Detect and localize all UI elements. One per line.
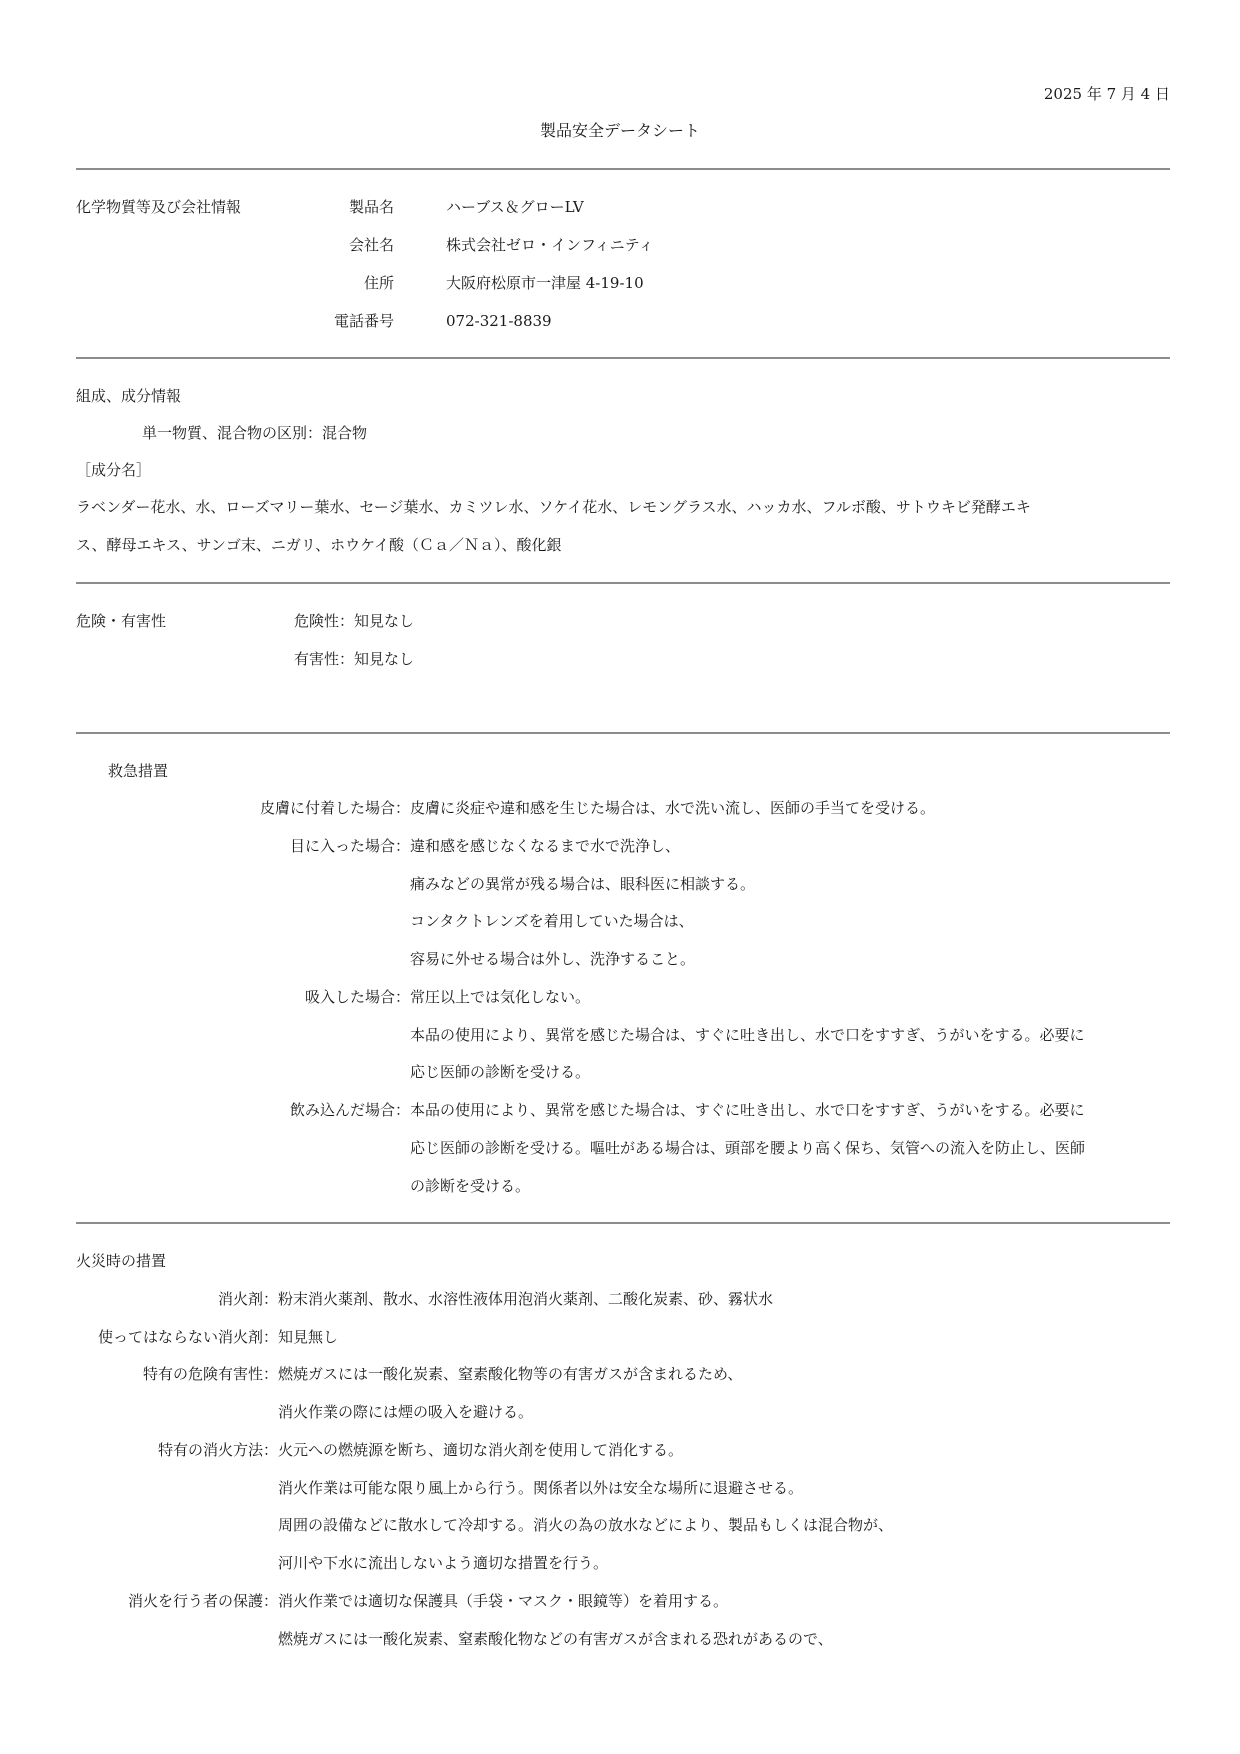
unsuitable-media-label: 使ってはならない消火剤： (97, 1328, 278, 1346)
inhalation-line: 本品の使用により、異常を感じた場合は、すぐに吐き出し、水で口をすすぎ、うがいをする。必要に (410, 1026, 1085, 1044)
eye-contact-label: 目に入った場合： (289, 837, 410, 855)
ingestion-line: の診断を受ける。 (410, 1177, 531, 1195)
inhalation-label: 吸入した場合： (304, 988, 410, 1006)
product-name-value: ハーブス＆グローLV (446, 198, 584, 216)
inhalation-line: 応じ医師の診断を受ける。 (410, 1063, 591, 1081)
phone-value: 072-321-8839 (446, 312, 552, 330)
address-value: 大阪府松原市一津屋 4-19-10 (446, 274, 644, 292)
inhalation-line: 常圧以上では気化しない。 (410, 988, 591, 1006)
section-divider (76, 732, 1170, 734)
specific-methods-line: 周囲の設備などに散水して冷却する。消火の為の放水などにより、製品もしくは混合物が、 (278, 1516, 894, 1534)
specific-hazards-line: 消火作業の際には煙の吸入を避ける。 (278, 1403, 534, 1421)
eye-contact-line: 痛みなどの異常が残る場合は、眼科医に相談する。 (410, 875, 756, 893)
eye-contact-line: 違和感を感じなくなるまで水で洗浄し、 (410, 837, 681, 855)
firefighter-protection-line: 燃焼ガスには一酸化炭素、窒素酸化物などの有害ガスが含まれる恐れがあるので、 (278, 1630, 833, 1648)
firefighter-protection-label: 消火を行う者の保護： (127, 1592, 278, 1610)
unsuitable-media-line: 知見無し (278, 1328, 339, 1346)
extinguishing-media-label: 消火剤： (217, 1290, 278, 1308)
document-date: 2025 年 7 月 4 日 (1043, 85, 1170, 103)
ingredients-line: ス、酵母エキス、サンゴ末、ニガリ、ホウケイ酸（Ｃａ／Ｎａ）、酸化銀 (76, 536, 562, 554)
ingestion-line: 応じ医師の診断を受ける。嘔吐がある場合は、頭部を腰より高く保ち、気管への流入を防止し、医師 (410, 1139, 1086, 1157)
first-aid-heading: 救急措置 (108, 762, 169, 780)
specific-methods-line: 消火作業は可能な限り風上から行う。関係者以外は安全な場所に退避させる。 (278, 1479, 804, 1497)
specific-methods-label: 特有の消火方法： (157, 1441, 278, 1459)
firefighter-protection-line: 消火作業では適切な保護具（手袋・マスク・眼鏡等）を着用する。 (278, 1592, 729, 1610)
section-divider (76, 168, 1170, 170)
substance-type: 単一物質、混合物の区別：混合物 (142, 424, 368, 442)
ingredients-heading: ［成分名］ (76, 461, 152, 479)
composition-heading: 組成、成分情報 (76, 387, 182, 405)
company-section-heading: 化学物質等及び会社情報 (76, 198, 242, 216)
eye-contact-line: 容易に外せる場合は外し、洗浄すること。 (410, 950, 696, 968)
fire-heading: 火災時の措置 (76, 1252, 167, 1270)
ingestion-label: 飲み込んだ場合： (289, 1101, 410, 1119)
hazard-line: 危険性：知見なし (294, 612, 415, 630)
section-divider (76, 582, 1170, 584)
section-divider (76, 357, 1170, 359)
skin-contact-line: 皮膚に炎症や違和感を生じた場合は、水で洗い流し、医師の手当てを受ける。 (410, 799, 936, 817)
document-title: 製品安全データシート (539, 121, 700, 140)
company-name-value: 株式会社ゼロ・インフィニティ (446, 236, 654, 254)
ingredients-line: ラベンダー花水、水、ローズマリー葉水、セージ葉水、カミツレ水、ソケイ花水、レモングラス水、ハッカ水、フルボ酸、サトウキビ発酵エキ (76, 498, 1031, 516)
extinguishing-media-line: 粉末消火薬剤、散水、水溶性液体用泡消火薬剤、二酸化炭素、砂、霧状水 (278, 1290, 774, 1308)
section-divider (76, 1222, 1170, 1224)
eye-contact-line: コンタクトレンズを着用していた場合は、 (410, 912, 694, 930)
address-label: 住所 (363, 274, 394, 292)
specific-hazards-line: 燃焼ガスには一酸化炭素、窒素酸化物等の有害ガスが含まれるため、 (278, 1365, 743, 1383)
company-name-label: 会社名 (348, 236, 394, 254)
specific-hazards-label: 特有の危険有害性： (142, 1365, 278, 1383)
phone-label: 電話番号 (333, 312, 394, 330)
specific-methods-line: 河川や下水に流出しないよう適切な措置を行う。 (278, 1554, 609, 1572)
hazards-heading: 危険・有害性 (76, 612, 167, 630)
specific-methods-line: 火元への燃焼源を断ち、適切な消火剤を使用して消化する。 (278, 1441, 684, 1459)
ingestion-line: 本品の使用により、異常を感じた場合は、すぐに吐き出し、水で口をすすぎ、うがいをする。必要に (410, 1101, 1085, 1119)
product-name-label: 製品名 (348, 198, 394, 216)
toxicity-line: 有害性：知見なし (294, 650, 415, 668)
skin-contact-label: 皮膚に付着した場合： (259, 799, 410, 817)
